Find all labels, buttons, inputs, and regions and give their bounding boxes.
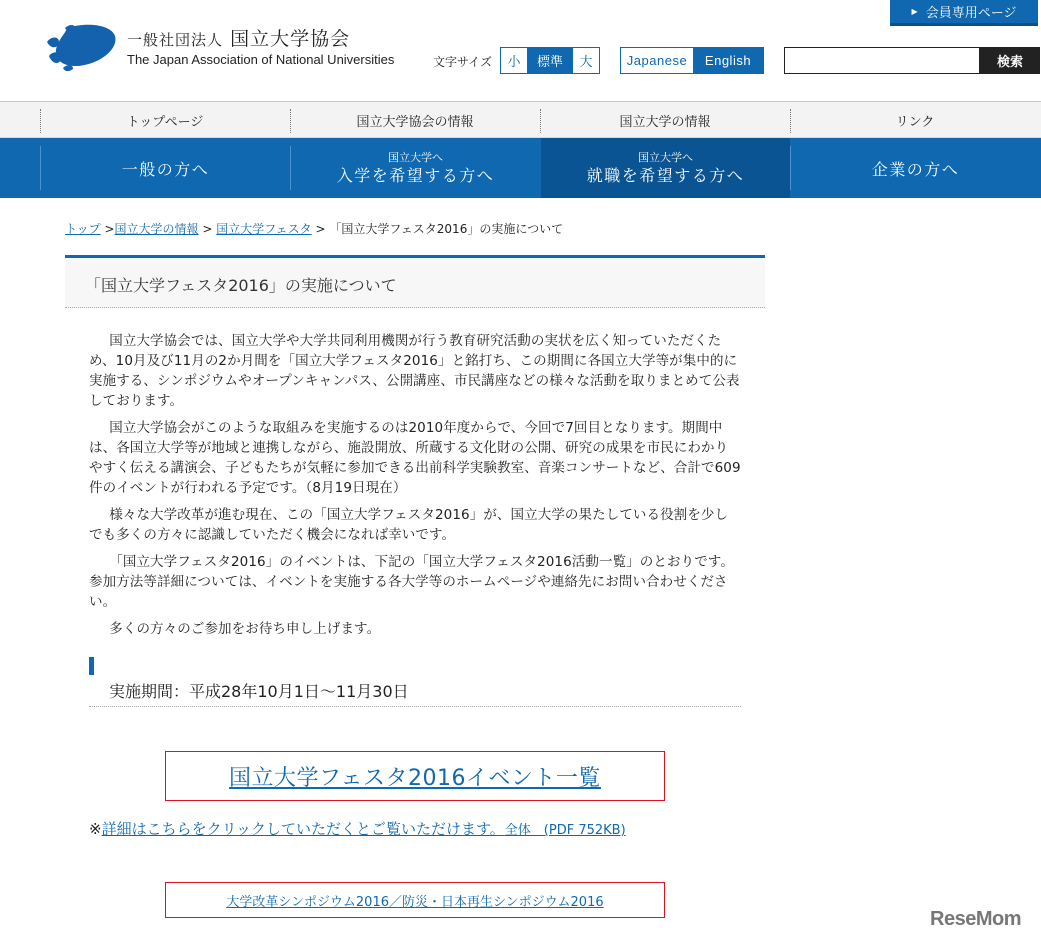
breadcrumb [65, 220, 563, 237]
site-header [0, 0, 1041, 101]
association-logo[interactable] [45, 22, 119, 72]
symposium-box [165, 882, 665, 918]
font-size-large-button[interactable]: 大 [573, 48, 599, 73]
nav-prospective-students-label: 入学を希望する方へ [336, 166, 495, 185]
nav-job-seekers-sub: 国立大学へ [638, 151, 693, 164]
nav-top-university-info[interactable]: 国立大学の情報 [619, 114, 711, 130]
breadcrumb-top[interactable]: トップ [65, 222, 101, 236]
divider [89, 706, 741, 707]
period-heading-marker [89, 657, 94, 675]
nav-job-seekers[interactable] [541, 138, 790, 198]
nav-prospective-students[interactable] [291, 138, 540, 198]
org-english-name: The Japan Association of National Universities [127, 52, 395, 67]
triangle-right-icon: ▶ [911, 7, 918, 16]
paragraph: 国立大学協会がこのような取組みを実施するのは2010年度からで、今回で7回目となります。期間中は、各国立大学等が地域と連携しながら、施設開放、所蔵する文化財の公開、研究の成果を市民にわかりやすく伝える講演会、子どもたちが気軽に参加できる出前科学実験教室、音楽コンサートなど、合計で609件のイベントが行われる予定です。（8月19日現在） [89, 420, 741, 496]
paragraph: 「国立大学フェスタ2016」のイベントは、下記の「国立大学フェスタ2016活動一覧」のとおりです。参加方法等詳細については、イベントを実施する各大学等のホームページや連絡先にお問い合わせください。 [89, 554, 734, 610]
nav-general-public[interactable] [41, 138, 290, 198]
event-list-link[interactable]: 国立大学フェスタ2016イベント一覧 [229, 765, 601, 791]
pdf-link[interactable]: 全体 (PDF 752KB) [504, 823, 626, 838]
nav-companies-label: 企業の方へ [871, 159, 960, 179]
search-input[interactable] [784, 47, 980, 74]
audience-nav [0, 138, 1041, 198]
page-title: 「国立大学フェスタ2016」の実施について [85, 276, 397, 295]
page-title-box [65, 255, 765, 308]
breadcrumb-separator: > [104, 222, 115, 236]
detail-note-mark: ※ [89, 820, 102, 838]
detail-note [89, 818, 626, 839]
member-page-label: 会員専用ページ [925, 6, 1017, 21]
language-japanese-button[interactable]: Japanese [621, 48, 693, 73]
font-size-switcher [500, 47, 600, 74]
event-list-box [165, 751, 665, 801]
breadcrumb-separator: > [202, 222, 213, 236]
font-size-small-button[interactable]: 小 [501, 48, 527, 73]
member-page-button[interactable] [890, 0, 1038, 26]
nav-prospective-students-sub: 国立大学へ [388, 151, 443, 164]
font-size-label: 文字サイズ [433, 55, 493, 69]
resemom-watermark: ReseMom [930, 908, 1021, 930]
nav-top-association-info[interactable]: 国立大学協会の情報 [356, 114, 474, 130]
nav-job-seekers-label: 就職を希望する方へ [586, 166, 745, 185]
search-button[interactable]: 検索 [980, 47, 1040, 74]
breadcrumb-university-info[interactable]: 国立大学の情報 [114, 222, 199, 236]
detail-link[interactable]: 詳細はこちらをクリックしていただくとご覧いただけます。 [101, 820, 505, 838]
nav-top-links[interactable]: リンク [895, 114, 935, 130]
nav-top-home[interactable]: トップページ [126, 114, 204, 130]
nav-companies[interactable] [791, 138, 1040, 198]
event-period: 実施期間：平成28年10月1日～11月30日 [109, 682, 409, 701]
breadcrumb-festa[interactable]: 国立大学フェスタ [216, 222, 312, 236]
nav-general-public-label: 一般の方へ [121, 159, 210, 179]
org-title [127, 24, 350, 51]
global-nav [0, 101, 1041, 138]
symposium-link[interactable]: 大学改革シンポジウム2016／防災・日本再生シンポジウム2016 [226, 894, 604, 910]
paragraph: 様々な大学改革が進む現在、この「国立大学フェスタ2016」が、国立大学の果たしている役割を少しでも多くの方々に認識していただく機会になれば幸いです。 [89, 507, 729, 543]
breadcrumb-separator: > [315, 222, 326, 236]
language-switcher [620, 47, 764, 74]
org-prefix: 一般社団法人 [127, 31, 224, 49]
language-english-button[interactable]: English [693, 48, 763, 73]
paragraph: 多くの方々のご参加をお待ち申し上げます。 [109, 621, 381, 637]
font-size-standard-button[interactable]: 標準 [527, 48, 573, 73]
breadcrumb-current: 「国立大学フェスタ2016」の実施について [329, 222, 564, 236]
article-body [89, 331, 741, 646]
paragraph: 国立大学協会では、国立大学や大学共同利用機関が行う教育研究活動の実状を広く知っていただくため、10月及び11月の2か月間を「国立大学フェスタ2016」と銘打ち、この期間に各国立大学等が集中的に実施する、シンポジウムやオープンキャンパス、公開講座、市民講座などの様々な活動を取りまとめて公表しております。 [89, 333, 740, 409]
org-name: 国立大学協会 [230, 28, 351, 50]
